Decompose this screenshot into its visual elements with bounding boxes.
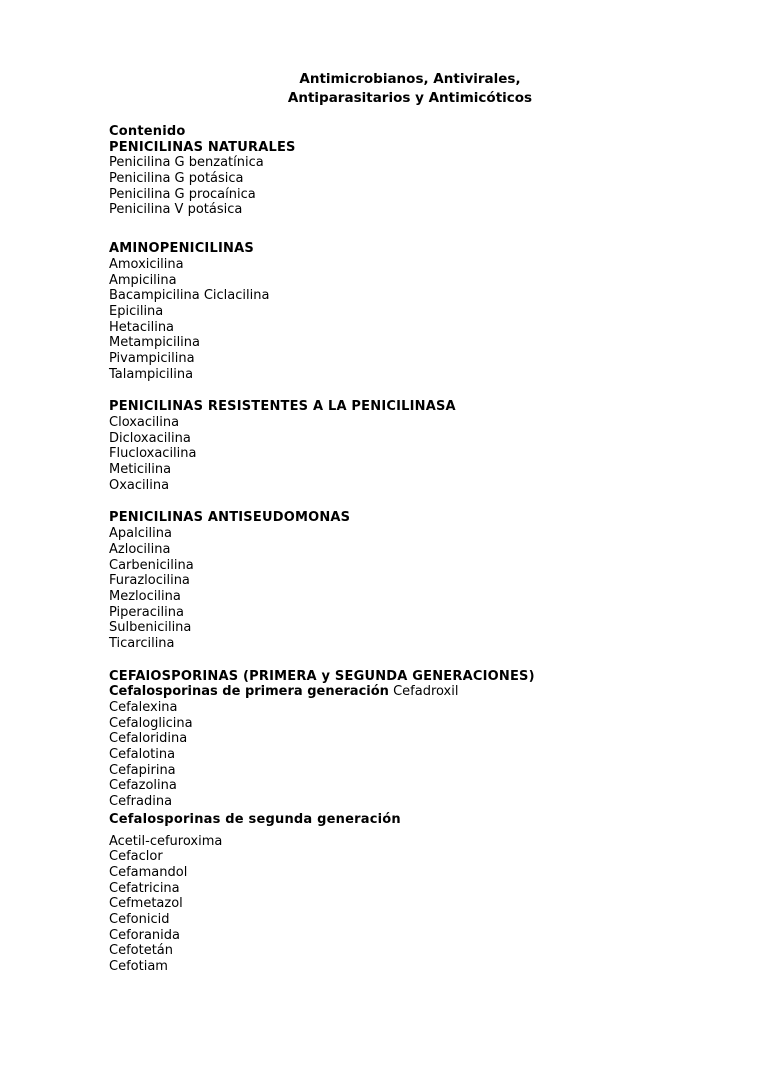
list-item: Penicilina G potásica	[109, 171, 244, 187]
section-heading-cefalosporinas: CEFAlOSPORINAS (PRIMERA y SEGUNDA GENERACIONES)	[109, 668, 535, 684]
list-item: Dicloxacilina	[109, 430, 191, 446]
list-item: Cefamandol	[109, 864, 188, 880]
list-item: Cefadroxil	[388, 684, 459, 700]
section-gap	[109, 218, 729, 235]
list-item: Cefatricina	[109, 880, 180, 896]
list-item: Amoxicilina	[109, 256, 184, 272]
list-item: Carbenicilina	[109, 557, 194, 573]
list-item: Pivampicilina	[109, 350, 195, 366]
list-item: Cefazolina	[109, 778, 177, 794]
subsection-heading-segunda: Cefalosporinas de segunda generación	[109, 811, 401, 827]
list-item: Furazlocilina	[109, 573, 190, 589]
list-item: Cefaloridina	[109, 731, 188, 747]
list-item: Cefaloglicina	[109, 715, 193, 731]
contenido-label: Contenido	[109, 124, 186, 139]
list-item: Epicilina	[109, 303, 164, 319]
section-heading-naturales: PENICILINAS NATURALES	[109, 139, 296, 155]
list-item: Ampicilina	[109, 272, 177, 288]
list-item: Azlocilina	[109, 541, 171, 557]
section-heading-resistentes: PENICILINAS RESISTENTES A LA PENICILINASA	[109, 399, 456, 415]
list-item: Penicilina V potásica	[109, 202, 243, 218]
list-item: Cefotetán	[109, 943, 174, 959]
list-item: Bacampicilina Ciclacilina	[109, 288, 270, 304]
list-item: Flucloxacilina	[109, 446, 197, 462]
section-heading-aminopenicilinas: AMINOPENICILINAS	[109, 241, 254, 257]
list-item: Cefmetazol	[109, 896, 183, 912]
list-item: Cefradina	[109, 794, 173, 810]
document-title	[0, 70, 768, 108]
list-item: Apalcilina	[109, 526, 172, 542]
list-item: Penicilina G benzatínica	[109, 155, 264, 171]
list-item: Piperacilina	[109, 604, 184, 620]
title-line-1: Antimicrobianos, Antivirales,	[299, 71, 521, 87]
list-item: Ceforanida	[109, 927, 180, 943]
list-item: Cefapirina	[109, 762, 176, 778]
list-item: Sulbenicilina	[109, 620, 192, 636]
list-item: Cefalexina	[109, 700, 178, 715]
list-item: Meticilina	[109, 462, 172, 478]
list-item: Cefaclor	[109, 849, 163, 865]
cefalosporinas-primera-row	[109, 684, 729, 700]
list-item: Cefotiam	[109, 959, 168, 974]
list-item: Hetacilina	[109, 319, 175, 335]
list-item: Oxacilina	[109, 477, 170, 493]
list-item: Ticarcilina	[109, 635, 175, 651]
list-item: Penicilina G procaínica	[109, 186, 256, 202]
list-item: Metampicilina	[109, 335, 200, 351]
section-gap	[109, 652, 729, 669]
section-gap	[109, 493, 729, 510]
list-item: Talampicilina	[109, 366, 194, 382]
document-content	[109, 124, 729, 975]
list-item: Cefonicid	[109, 911, 170, 927]
section-gap	[109, 382, 729, 399]
list-item: Mezlocilina	[109, 588, 181, 604]
list-item: Acetil-cefuroxima	[109, 833, 223, 849]
list-item: Cloxacilina	[109, 415, 180, 430]
section-heading-antiseudomonas: PENICILINAS ANTISEUDOMONAS	[109, 510, 351, 526]
title-line-2: Antiparasitarios y Antimicóticos	[287, 90, 533, 106]
list-item: Cefalotina	[109, 747, 176, 763]
subsection-heading-primera: Cefalosporinas de primera generación	[109, 684, 389, 700]
